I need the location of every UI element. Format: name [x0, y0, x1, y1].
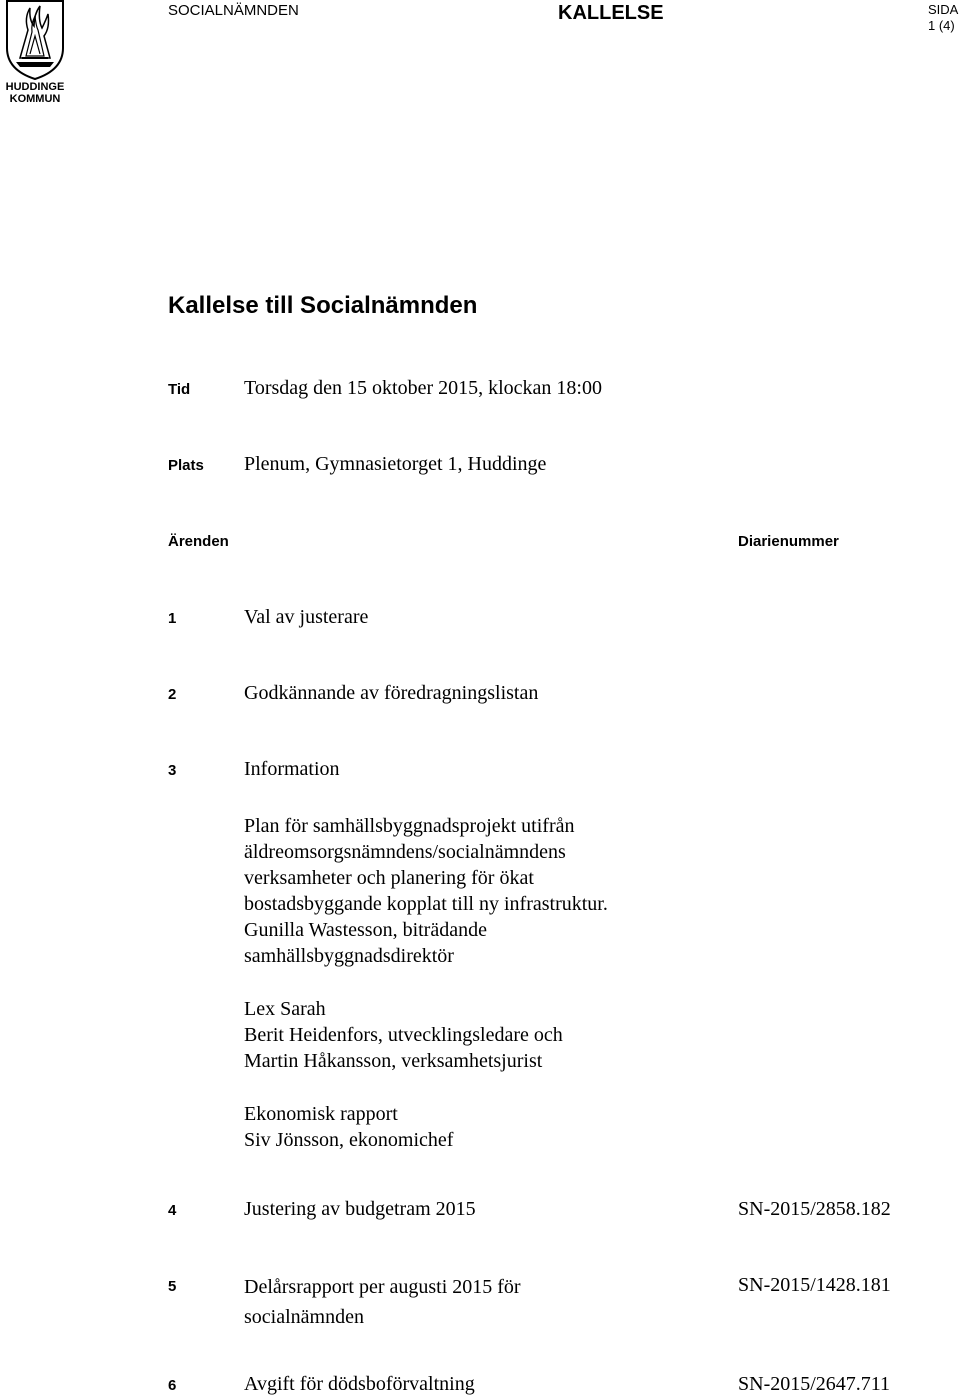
info-line: äldreomsorgsnämndens/socialnämndens [244, 841, 566, 863]
item-number: 3 [168, 762, 177, 779]
diary-number: SN-2015/1428.181 [738, 1274, 891, 1296]
information-block [244, 996, 563, 1074]
item-title-line: Delårsrapport per augusti 2015 för [244, 1276, 521, 1298]
logo-text-line2: KOMMUN [9, 93, 61, 105]
item-number: 2 [168, 686, 177, 703]
diary-column-header: Diarienummer [738, 533, 839, 550]
item-title: Justering av budgetram 2015 [244, 1198, 476, 1220]
item-number: 1 [168, 610, 177, 627]
items-column-header: Ärenden [168, 533, 229, 550]
place-value: Plenum, Gymnasietorget 1, Huddinge [244, 453, 547, 475]
document-type: KALLELSE [558, 2, 664, 24]
page-title: Kallelse till Socialnämnden [168, 292, 478, 319]
page-number: 1 (4) [928, 18, 955, 33]
info-line: Gunilla Wastesson, biträdande [244, 919, 487, 941]
info-line: Lex Sarah [244, 998, 326, 1020]
diary-number: SN-2015/2858.182 [738, 1198, 891, 1220]
info-line: Plan för samhällsbyggnadsprojekt utifrån [244, 815, 575, 837]
page-label: SIDA [928, 2, 959, 17]
info-line: Ekonomisk rapport [244, 1103, 398, 1125]
info-line: Siv Jönsson, ekonomichef [244, 1129, 454, 1151]
item-title-line: socialnämnden [244, 1306, 364, 1328]
item-title: Val av justerare [244, 606, 369, 628]
information-block [244, 813, 608, 969]
diary-number: SN-2015/2647.711 [738, 1373, 891, 1395]
item-title: Avgift för dödsboförvaltning [244, 1373, 475, 1395]
info-line: verksamheter och planering för ökat [244, 867, 534, 889]
info-line: Martin Håkansson, verksamhetsjurist [244, 1050, 543, 1072]
time-value: Torsdag den 15 oktober 2015, klockan 18:00 [244, 377, 602, 399]
item-title: Information [244, 758, 340, 780]
item-number: 4 [168, 1202, 177, 1219]
info-line: bostadsbyggande kopplat till ny infrastruktur. [244, 893, 608, 915]
place-label: Plats [168, 457, 204, 474]
time-label: Tid [168, 381, 191, 398]
page-indicator [928, 2, 958, 34]
department-name: SOCIALNÄMNDEN [168, 2, 299, 19]
item-title [244, 1272, 521, 1332]
logo-text-line1: HUDDINGE [5, 81, 65, 93]
huddinge-logo [4, 0, 66, 108]
info-line: samhällsbyggnadsdirektör [244, 945, 454, 967]
coat-of-arms-icon [4, 0, 66, 80]
info-line: Berit Heidenfors, utvecklingsledare och [244, 1024, 563, 1046]
item-number: 6 [168, 1377, 177, 1394]
item-number: 5 [168, 1278, 177, 1295]
item-title: Godkännande av föredragningslistan [244, 682, 539, 704]
information-block [244, 1101, 453, 1153]
